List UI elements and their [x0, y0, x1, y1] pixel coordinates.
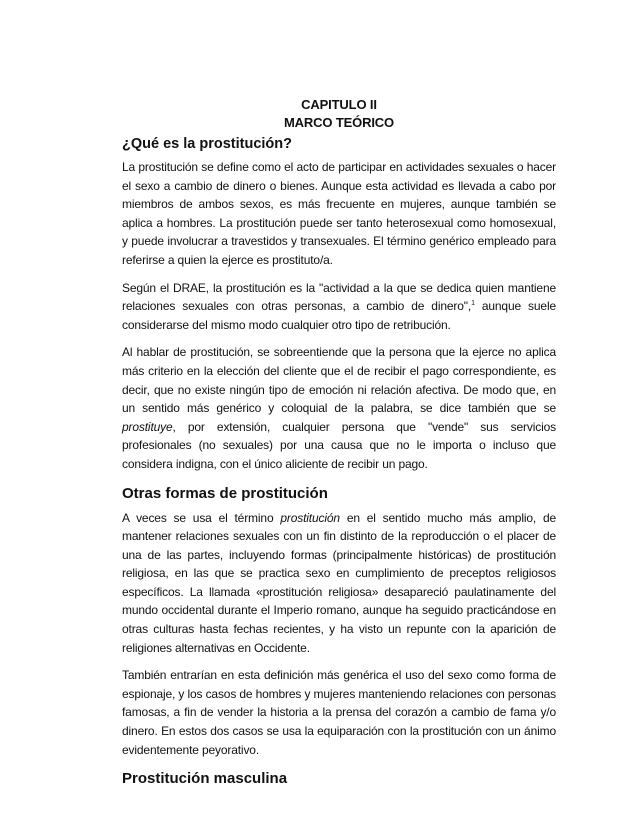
chapter-number: CAPITULO II: [301, 97, 377, 112]
paragraph-espionage: También entrarían en esta definición más genérica el uso del sexo como forma de espionaje, y los casos de hombres y mujeres manteniendo relaciones con personas famosas, a fin de vender la historia a la prensa del corazón a cambio de fama y/o dinero. En estos dos casos se usa la equiparación con la prostitución con un ánimo evidentemente peyorativo.: [122, 668, 556, 757]
religious-text-cont: en el sentido mucho más amplio, de mantener relaciones sexuales con un fin distinto de la reproducción o el placer de una de las partes, incluyendo formas (principalmente históricas) de prostitución religiosa, en las que se practica sexo en cumplimiento de preceptos religiosos específicos. La llamada «prostitución religiosa» desapareció paulatinamente del mundo occidental durante el Imperio romano, aunque ha seguido practicándose en otras culturas hasta fechas recientes, y ha visto un repunte con la aparición de religiones alternativas en Occidente.: [122, 510, 556, 655]
religious-emphasis: prostitución: [280, 510, 340, 525]
paragraph-drae: [122, 279, 556, 335]
drae-text-cont: aunque suele considerarse del mismo modo cualquier otro tipo de retribución.: [122, 299, 556, 332]
document-body: [122, 96, 556, 794]
paragraph-criteria: [122, 343, 556, 473]
criteria-text: Al hablar de prostitución, se sobreentiende que la persona que la ejerce no aplica más criterio en la elección del cliente que el de recibir el pago correspondiente, es decir, que no existe ningún tipo de emoción ni relación afectiva. De modo que, en un sentido más genérico y coloquial de la palabra, se dice también que se: [122, 345, 556, 416]
drae-text: Según el DRAE, la prostitución es la "actividad a la que se dedica quien mantiene relaciones sexuales con otras personas, a cambio de dinero",: [122, 280, 556, 314]
footnote-ref: 1: [471, 300, 475, 308]
section-heading-what-is: ¿Qué es la prostitución?: [122, 136, 292, 152]
section-heading-male: Prostitución masculina: [122, 770, 288, 788]
section-heading-other-forms: Otras formas de prostitución: [122, 484, 328, 502]
paragraph-religious: [122, 509, 556, 658]
chapter-title: MARCO TEÓRICO: [284, 115, 394, 130]
paragraph-definition: La prostitución se define como el acto de participar en actividades sexuales o hacer el sexo a cambio de dinero o bienes. Aunque esta actividad es llevada a cabo por miembros de ambos sexos, es más frecuente en mujeres, aunque también se aplica a hombres. La prostitución puede ser tanto heterosexual como homosexual, y puede involucrar a travestidos y transexuales. El término genérico empleado para referirse a quien la ejerce es prostituto/a.: [122, 160, 556, 267]
criteria-text-cont: , por extensión, cualquier persona que "vende" sus servicios profesionales (no sexuales) por una causa que no le importa o incluso que considera indigna, con el único aliciente de recibir un pago.: [122, 419, 556, 471]
criteria-emphasis: prostituye: [122, 419, 173, 434]
religious-text: A veces se usa el término: [122, 510, 281, 525]
